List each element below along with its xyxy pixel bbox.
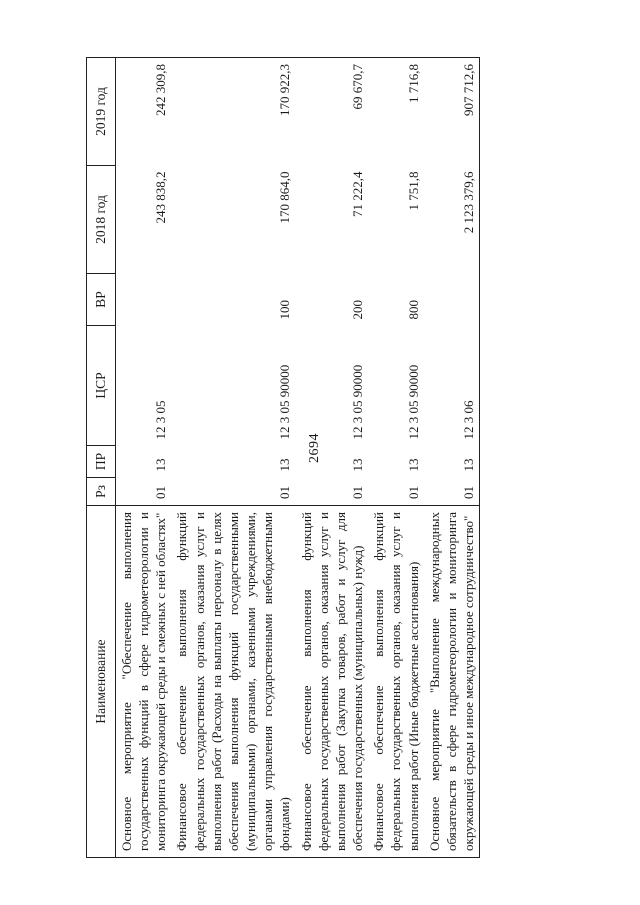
row-rz: 01 — [424, 478, 480, 506]
rotated-table-wrapper — [86, 58, 586, 858]
row-pr: 13 — [277, 458, 293, 472]
page-number: 2694 — [307, 433, 322, 463]
row-2019: 170 922,3 — [171, 58, 295, 166]
table-row — [424, 58, 480, 858]
row-2018: 170 864,0 — [277, 171, 293, 224]
row-name: Финансовое обеспечение выполнения функций федеральных государственных органов, оказания услуг и выполнения работ (Расходы на выплаты персоналу в целях обеспечения выполнения функций государственными (муниципальными) органами, казенными учреждениями, органами управления государственными внебюджетными фондами) — [171, 506, 295, 858]
row-rz: 01 — [277, 486, 293, 499]
row-2019: 69 670,7 — [296, 58, 369, 166]
header-2019: 2019 год — [87, 58, 116, 166]
row-name: Финансовое обеспечение выполнения функций федеральных государственных органов, оказания услуг и выполнения работ (Закупка товаров, работ и услуг для обеспечения государственных (муниципальных) нужд) — [296, 506, 369, 858]
header-2018: 2018 год — [87, 166, 116, 274]
row-pr: 13 — [424, 446, 480, 478]
row-vr — [424, 274, 480, 326]
row-csr: 12 3 05 90000 — [405, 364, 421, 440]
row-name: Финансовое обеспечение выполнения функций федеральных государственных органов, оказания услуг и выполнения работ (Иные бюджетные ассигнования) — [368, 506, 423, 858]
row-vr: 100 — [277, 300, 293, 320]
table-header-row — [87, 58, 116, 858]
table-row — [296, 58, 369, 858]
row-2019: 907 712,6 — [424, 58, 480, 166]
row-pr: 13 — [153, 458, 169, 472]
row-csr: 12 3 05 90000 — [277, 364, 293, 440]
row-csr: 12 3 06 — [424, 326, 480, 446]
row-2018: 2 123 379,6 — [424, 166, 480, 274]
table-row — [368, 58, 423, 858]
row-name: Основное мероприятие "Выполнение международных обязательств в сфере гидрометеорологии и мониторинга окружающей среды и иное международное сотрудничество" — [424, 506, 480, 858]
row-2019: 1 716,8 — [368, 58, 423, 166]
row-csr: 12 3 05 — [153, 400, 169, 440]
row-vr — [116, 274, 172, 326]
table-row — [171, 58, 295, 858]
row-rz: 01 — [405, 486, 421, 499]
row-pr: 13 — [405, 458, 421, 472]
table-row — [116, 58, 172, 858]
row-pr: 13 — [350, 458, 366, 472]
row-vr: 200 — [350, 300, 366, 320]
row-2018: 243 838,2 — [153, 171, 169, 224]
row-name: Основное мероприятие "Обеспечение выполнения государственных функций в сфере гидрометеорологии и мониторинга окружающей среды и смежных с ней областях" — [116, 506, 172, 858]
header-pr: ПР — [87, 446, 116, 478]
row-csr: 12 3 05 90000 — [350, 364, 366, 440]
row-vr: 800 — [405, 300, 421, 320]
row-2018: 1 751,8 — [405, 171, 421, 211]
row-rz: 01 — [153, 486, 169, 499]
header-csr: ЦСР — [87, 326, 116, 446]
header-name: Наименование — [87, 506, 116, 858]
row-rz: 01 — [350, 486, 366, 499]
row-2019: 242 309,8 — [116, 58, 172, 166]
row-2018: 71 222,4 — [350, 171, 366, 217]
header-rz: Рз — [87, 478, 116, 506]
header-vr: ВР — [87, 274, 116, 326]
budget-table — [86, 57, 480, 858]
